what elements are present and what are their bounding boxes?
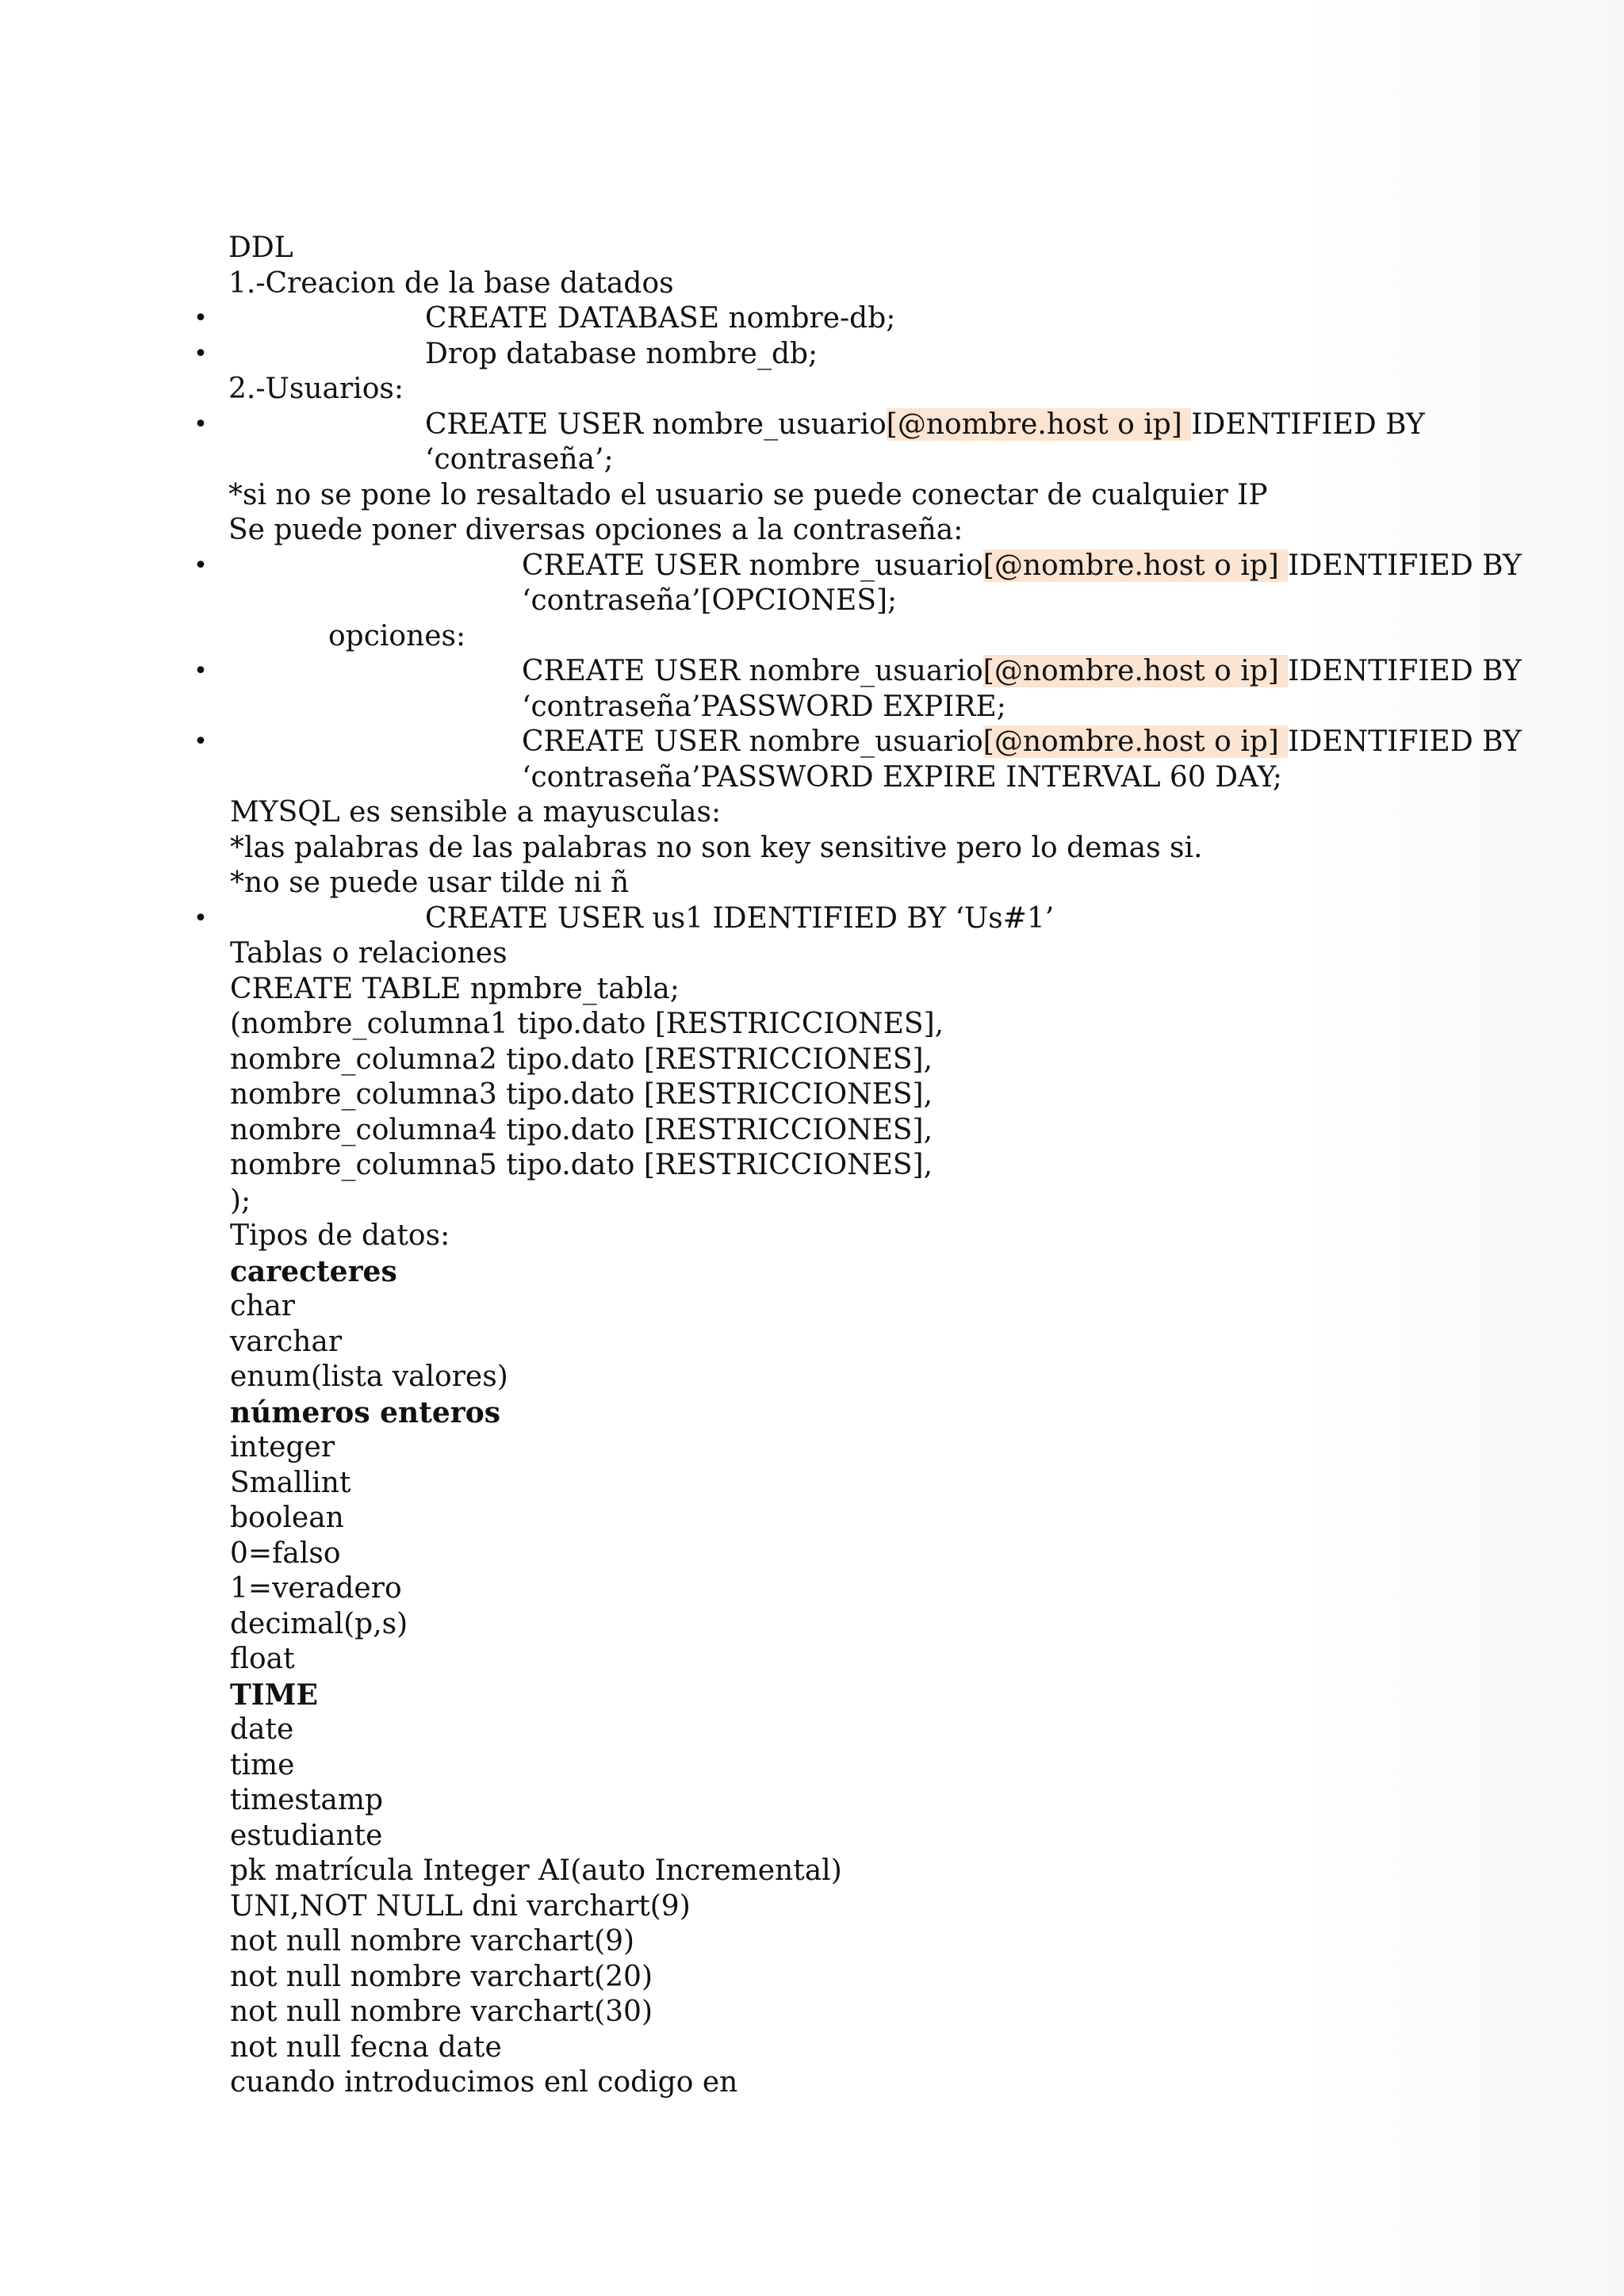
bullet-icon: • — [193, 410, 208, 438]
section-1-title: 1.-Creacion de la base datados — [228, 266, 674, 300]
list-item — [193, 549, 1522, 584]
code-line: nombre_columna4 tipo.dato [RESTRICCIONES], — [230, 1113, 933, 1146]
text-line: cuando introducimos enl codigo en — [230, 2066, 738, 2099]
document-body — [193, 231, 1522, 2101]
text-line: Smallint — [230, 1466, 351, 1499]
note-line: *no se puede usar tilde ni ñ — [230, 867, 630, 899]
bold-text: números enteros — [230, 1395, 500, 1429]
subheading-time — [230, 1678, 1497, 1713]
text-line: not null nombre varchart(9) — [230, 1925, 635, 1957]
bold-text: TIME — [230, 1678, 318, 1712]
text-line: integer — [230, 1431, 335, 1464]
opciones-label: opciones: — [328, 619, 466, 652]
highlighted-text: [@nombre.host o ip] — [886, 408, 1192, 441]
list-item-text: CREATE USER nombre_usuario — [522, 725, 983, 758]
bullet-icon: • — [193, 304, 208, 332]
text-line: varchar — [230, 1325, 343, 1358]
code-line: CREATE TABLE npmbre_tabla; — [230, 972, 680, 1005]
list-item-text: IDENTIFIED BY — [1288, 725, 1522, 758]
note-line: Se puede poner diversas opciones a la contraseña: — [228, 514, 963, 546]
list-item-text: CREATE USER nombre_usuario — [522, 549, 983, 582]
list-item-text: Drop database nombre_db; — [425, 337, 818, 370]
bullet-icon: • — [193, 657, 208, 685]
text-line: Tipos de datos: — [230, 1219, 450, 1252]
list-item-text: IDENTIFIED BY — [1191, 408, 1425, 441]
text-line: time — [230, 1748, 295, 1781]
note-line: *si no se pone lo resaltado el usuario se puede conectar de cualquier IP — [228, 478, 1268, 511]
text-line: decimal(p,s) — [230, 1607, 408, 1640]
note-line: *las palabras de las palabras no son key sensitive pero lo demas si. — [230, 831, 1203, 864]
text-line: not null nombre varchart(30) — [230, 1996, 653, 2028]
code-line: ); — [230, 1184, 251, 1217]
section-2-title: 2.-Usuarios: — [228, 373, 404, 405]
list-item — [193, 901, 1497, 937]
text-line: boolean — [230, 1502, 344, 1534]
list-item — [193, 725, 1522, 760]
code-line: (nombre_columna1 tipo.dato [RESTRICCIONES], — [230, 1008, 944, 1040]
text-line: date — [230, 1713, 294, 1746]
list-item-text: IDENTIFIED BY — [1288, 655, 1522, 687]
highlighted-text: [@nombre.host o ip] — [982, 725, 1289, 758]
text-line: 0=falso — [230, 1536, 341, 1570]
bullet-icon: • — [193, 728, 208, 756]
highlighted-text: [@nombre.host o ip] — [982, 549, 1289, 582]
list-item-text: CREATE USER nombre_usuario — [522, 655, 983, 687]
list-item-continuation: ‘contraseña’[OPCIONES]; — [522, 584, 898, 617]
heading-ddl: DDL — [228, 232, 293, 264]
code-line: nombre_columna5 tipo.dato [RESTRICCIONES], — [230, 1149, 933, 1181]
text-line: enum(lista valores) — [230, 1360, 508, 1393]
list-item-continuation: ‘contraseña’PASSWORD EXPIRE; — [522, 690, 1006, 723]
list-item-text: CREATE USER us1 IDENTIFIED BY ‘Us#1’ — [425, 901, 1055, 935]
bold-text: carecteres — [230, 1254, 397, 1288]
list-item — [193, 408, 1497, 443]
subheading-numeros — [230, 1395, 1497, 1431]
text-line: MYSQL es sensible a mayusculas: — [230, 796, 722, 828]
highlighted-text: [@nombre.host o ip] — [982, 655, 1289, 687]
bullet-icon: • — [193, 551, 208, 580]
list-item-text: IDENTIFIED BY — [1288, 549, 1522, 582]
text-line: Tablas o relaciones — [230, 937, 508, 970]
list-item — [193, 654, 1522, 690]
list-item — [193, 337, 1497, 373]
code-line: nombre_columna2 tipo.dato [RESTRICCIONES], — [230, 1043, 933, 1076]
text-line: timestamp — [230, 1784, 384, 1816]
bullet-icon: • — [193, 339, 208, 368]
list-item-continuation: ‘contraseña’PASSWORD EXPIRE INTERVAL 60 DAY; — [522, 760, 1283, 794]
code-line: nombre_columna3 tipo.dato [RESTRICCIONES], — [230, 1078, 933, 1111]
text-line: 1=veradero — [230, 1572, 402, 1605]
text-line: not null nombre varchart(20) — [230, 1960, 653, 1993]
list-item — [193, 301, 1497, 337]
text-line: char — [230, 1290, 296, 1322]
list-item-continuation: ‘contraseña’; — [425, 443, 614, 476]
text-line: estudiante — [230, 1819, 383, 1852]
subheading-caracteres — [230, 1254, 1497, 1290]
text-line: UNI,NOT NULL dni varchart(9) — [230, 1889, 691, 1923]
list-item-text: CREATE USER nombre_usuario — [425, 408, 887, 441]
text-line: pk matrícula Integer AI(auto Incremental) — [230, 1854, 842, 1887]
bullet-icon: • — [193, 904, 208, 932]
list-item-text: CREATE DATABASE nombre-db; — [425, 302, 896, 335]
text-line: not null fecna date — [230, 2030, 502, 2064]
text-line: float — [230, 1643, 295, 1675]
